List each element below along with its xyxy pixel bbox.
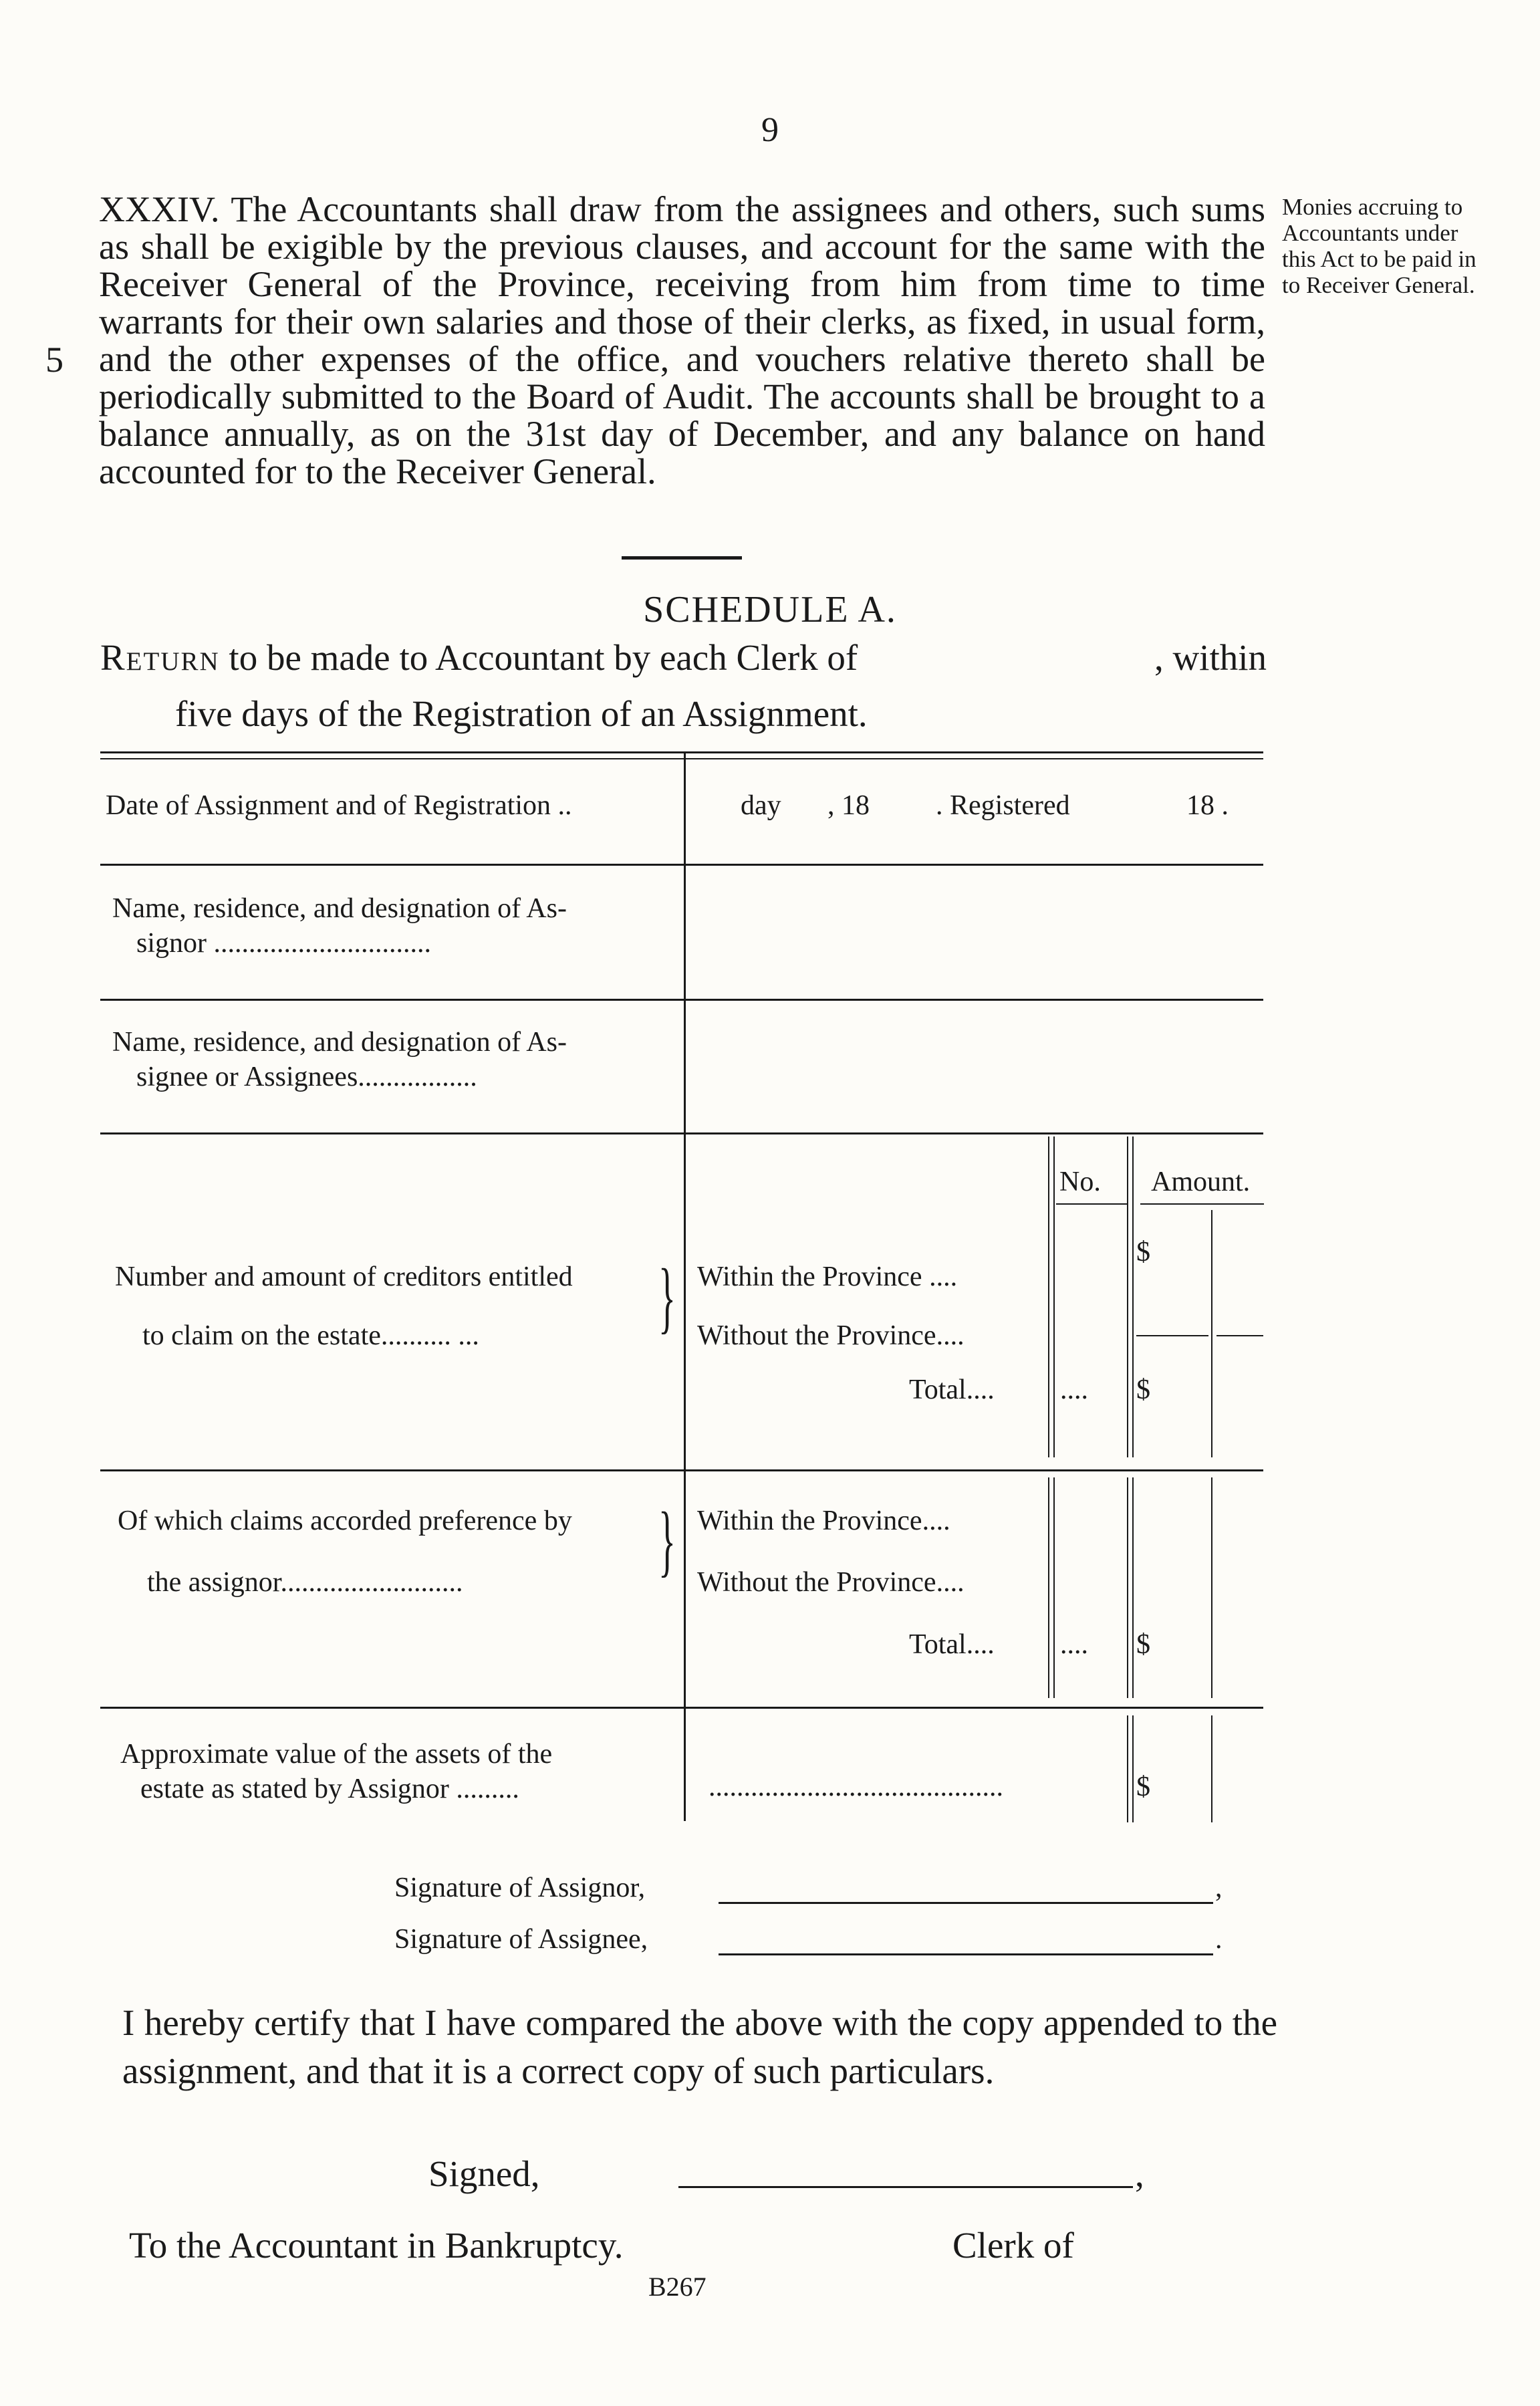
return-text: to be made to Accountant by each Clerk of <box>229 637 858 678</box>
creditors-without: Without the Province.... <box>697 1320 965 1351</box>
assets-amount-rule-inner <box>1132 1715 1134 1822</box>
assets-label-line1: Approximate value of the assets of the <box>120 1739 553 1770</box>
sheet-signature-mark: B267 <box>648 2272 707 2302</box>
assignor-label <box>112 891 677 961</box>
amount-col-rule-inner-2 <box>1132 1477 1134 1698</box>
no-col-rule-outer-2 <box>1048 1477 1049 1698</box>
return-subheading: five days of the Registration of an Assignment. <box>175 693 868 734</box>
row-rule <box>100 1469 1263 1471</box>
preference-label-line1: Of which claims accorded preference by <box>118 1506 572 1536</box>
assignor-signature-end: , <box>1215 1873 1223 1903</box>
creditors-brace: } <box>658 1252 676 1341</box>
no-col-rule-outer <box>1048 1136 1049 1457</box>
section-heading: XXXIV. <box>99 189 220 229</box>
col-no-header: No. <box>1059 1167 1101 1197</box>
amount-col-rule-inner <box>1132 1136 1134 1457</box>
assignee-label-line2: signee or Assignees................. <box>136 1062 477 1092</box>
cents-col-rule <box>1211 1210 1212 1457</box>
row-rule <box>100 1707 1263 1709</box>
creditors-dollar: $ <box>1136 1237 1150 1268</box>
signed-end: , <box>1135 2153 1144 2194</box>
preference-within: Within the Province.... <box>697 1506 950 1536</box>
assets-leader: .......................................... <box>709 1772 1003 1802</box>
clerk-of: Clerk of <box>952 2225 1074 2266</box>
date-registered: . Registered <box>936 790 1070 821</box>
schedule-title: SCHEDULE A. <box>643 589 897 630</box>
assignor-label-line1: Name, residence, and designation of As- <box>112 893 567 924</box>
assets-label <box>120 1737 682 1806</box>
row-rule <box>100 864 1263 866</box>
preference-label-line2: the assignor.......................... <box>147 1567 463 1598</box>
creditors-sum-rule-cents <box>1216 1335 1263 1336</box>
table-top-rule-inner <box>100 758 1263 759</box>
section-divider <box>622 556 742 560</box>
amount-col-rule-outer <box>1127 1136 1128 1457</box>
col-amount-underline <box>1140 1203 1264 1205</box>
date-year: , 18 <box>827 790 870 821</box>
table-top-rule <box>100 751 1263 753</box>
line-number: 5 <box>45 340 63 380</box>
preference-without: Without the Province.... <box>697 1567 965 1598</box>
no-col-rule-inner-2 <box>1053 1477 1055 1698</box>
preference-total-dollar: $ <box>1136 1629 1150 1660</box>
assignor-signature-line[interactable] <box>719 1902 1213 1904</box>
creditors-sum-rule <box>1136 1335 1208 1336</box>
return-word: Return <box>100 637 220 678</box>
date-registered-year: 18 . <box>1186 790 1229 821</box>
assignee-signature-end: . <box>1215 1924 1223 1955</box>
creditors-total: Total.... <box>909 1374 995 1405</box>
date-day: day <box>741 790 781 821</box>
to-accountant: To the Accountant in Bankruptcy. <box>129 2225 624 2266</box>
cents-col-rule-2 <box>1211 1477 1212 1698</box>
assets-label-line2: estate as stated by Assignor ......... <box>140 1774 519 1804</box>
assignor-signature-label: Signature of Assignor, <box>394 1873 646 1903</box>
assignee-signature-label: Signature of Assignee, <box>394 1924 648 1955</box>
assets-amount-rule-outer <box>1127 1715 1128 1822</box>
return-heading <box>100 636 1267 679</box>
row-rule <box>100 999 1263 1001</box>
preference-total: Total.... <box>909 1629 995 1660</box>
signed-line[interactable] <box>678 2186 1133 2188</box>
col-amount-header: Amount. <box>1151 1167 1251 1197</box>
assets-cents-rule <box>1211 1715 1212 1822</box>
section-body: The Accountants shall draw from the assignees and others, such sums as shall be exigible by the previous clauses, and account for the same with the Receiver General of the Province, receiving from him from time to time warrants for their own salaries and those of their clerks, as fixed, in usual form, and the other expenses of the office, and vouchers relative thereto shall be periodically submitted to the Board of Audit. The accounts shall be brought to a balance annually, as on the 31st day of December, and any balance on hand accounted for to the Receiver General. <box>99 189 1265 491</box>
margin-note: Monies accruing to Accountants under this Act to be paid in to Receiver General. <box>1282 194 1477 298</box>
creditors-within: Within the Province .... <box>697 1261 958 1292</box>
creditors-label-line2: to claim on the estate.......... ... <box>142 1320 479 1351</box>
creditors-total-dollar: $ <box>1136 1374 1150 1405</box>
assignee-label-line1: Name, residence, and designation of As- <box>112 1027 567 1058</box>
creditors-label-line1: Number and amount of creditors entitled <box>115 1261 573 1292</box>
return-within: , within <box>1154 637 1267 678</box>
no-col-rule-inner <box>1053 1136 1055 1457</box>
table-center-divider <box>684 751 686 1821</box>
signed-label: Signed, <box>428 2153 540 2194</box>
assignee-signature-line[interactable] <box>719 1953 1213 1955</box>
amount-col-rule-outer-2 <box>1127 1477 1128 1698</box>
preference-total-no: .... <box>1060 1629 1088 1660</box>
assets-dollar: $ <box>1136 1772 1150 1802</box>
page-number: 9 <box>761 111 779 149</box>
col-no-underline <box>1056 1203 1128 1205</box>
assignor-label-line2: signor ............................... <box>136 928 431 959</box>
row-rule <box>100 1132 1263 1134</box>
certificate-text: I hereby certify that I have compared the above with the copy appended to the assignment, and that it is a correct copy of such particulars. <box>122 2002 1277 2091</box>
assignee-label <box>112 1025 677 1094</box>
creditors-total-no: .... <box>1060 1374 1088 1405</box>
date-label: Date of Assignment and of Registration .. <box>106 790 572 821</box>
preference-brace: } <box>658 1495 676 1584</box>
section-paragraph <box>99 191 1265 490</box>
